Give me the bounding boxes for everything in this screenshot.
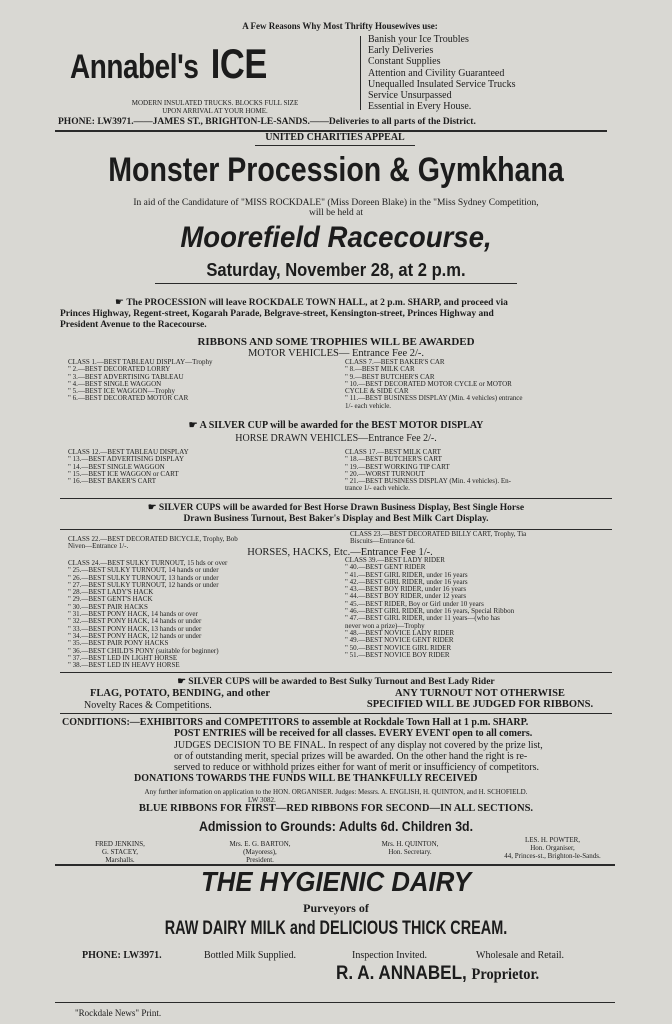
class-entry: " 5.—BEST ICE WAGGON—Trophy bbox=[68, 387, 175, 396]
horse-drawn-heading: HORSE DRAWN VEHICLES—Entrance Fee 2/-. bbox=[235, 433, 437, 444]
class-entry: CLASS 23.—BEST DECORATED BILLY CART, Trophy, Tia bbox=[350, 530, 527, 538]
motor-vehicles-heading: MOTOR VEHICLES— Entrance Fee 2/-. bbox=[247, 348, 425, 359]
printer-credit: "Rockdale News" Print. bbox=[75, 1008, 162, 1018]
class-entry: " 3.—BEST ADVERTISING TABLEAU bbox=[68, 372, 184, 381]
pointing-hand-icon: ☛ bbox=[177, 677, 186, 687]
ice-reason: Service Unsurpassed bbox=[368, 90, 452, 102]
class-entry: " 27.—BEST SULKY TURNOUT, 12 hands or under bbox=[68, 580, 219, 589]
conditions-line: CONDITIONS:—EXHIBITORS and COMPETITORS to assemble at Rockdale Town Hall at 1 p.m. SHARP. bbox=[62, 717, 529, 728]
class-entry: CLASS 22.—BEST DECORATED BICYCLE, Trophy, Bob bbox=[68, 535, 238, 543]
ice-trucks-line-2: UPON ARRIVAL AT YOUR HOME. bbox=[162, 107, 268, 115]
specified: SPECIFIED WILL BE JUDGED FOR RIBBONS. bbox=[366, 699, 594, 710]
class-entry: Biscuits—Entrance 6d. bbox=[350, 537, 415, 546]
bottom-rule bbox=[55, 1002, 615, 1003]
ice-brand bbox=[70, 40, 267, 88]
class-entry: " 50.—BEST NOVICE GIRL RIDER bbox=[345, 643, 452, 652]
billy-cart-class bbox=[350, 531, 630, 546]
blue-ribbons: BLUE RIBBONS FOR FIRST—RED RIBBONS FOR SECOND—IN ALL SECTIONS. bbox=[138, 803, 534, 814]
class-entry: " 13.—BEST ADVERTISING DISPLAY bbox=[68, 455, 185, 464]
appeal-underline bbox=[255, 145, 415, 146]
official-line: Mrs. E. G. BARTON, bbox=[229, 840, 291, 848]
official-line: 44, Princes-st., Brighton-le-Sands. bbox=[504, 852, 601, 860]
class-entry: Niven—Entrance 1/-. bbox=[68, 542, 129, 551]
pointing-hand-icon: ☛ bbox=[115, 297, 124, 308]
official-line: Hon. Organiser, bbox=[530, 844, 575, 852]
date-underline bbox=[155, 283, 517, 284]
official-president bbox=[210, 840, 310, 864]
class-entry: " 20.—WORST TURNOUT bbox=[345, 469, 425, 478]
procession-line: President Avenue to the Racecourse. bbox=[60, 320, 207, 330]
hacks-classes-left bbox=[68, 560, 340, 669]
motor-classes-right bbox=[345, 359, 635, 410]
class-entry: trance 1/- each vehicle. bbox=[345, 484, 410, 493]
section-rule bbox=[60, 672, 612, 673]
proprietor-title: Proprietor. bbox=[471, 966, 540, 983]
class-entry: " 37.—BEST LED IN LIGHT HORSE bbox=[68, 653, 178, 662]
held-at: will be held at bbox=[308, 208, 364, 218]
official-secretary bbox=[360, 840, 460, 856]
venue: Moorefield Racecourse, bbox=[180, 221, 492, 254]
dairy-proprietor bbox=[336, 963, 539, 985]
aid-line: In aid of the Candidature of "MISS ROCKDALE" (Miss Doreen Blake) in the "Miss Sydney Competition, bbox=[133, 198, 539, 208]
ice-reason: Constant Supplies bbox=[368, 56, 441, 68]
class-entry: CLASS 17.—BEST MILK CART bbox=[345, 448, 441, 456]
class-entry: " 2.—BEST DECORATED LORRY bbox=[68, 365, 171, 374]
class-entry: " 42.—BEST GIRL RIDER, under 16 years bbox=[345, 577, 468, 586]
admission: Admission to Grounds: Adults 6d. Children 3d. bbox=[198, 818, 474, 834]
ice-reason: Attention and Civility Guaranteed bbox=[368, 67, 505, 79]
ice-product-name: ICE bbox=[210, 40, 267, 87]
class-entry: " 41.—BEST GIRL RIDER, under 16 years bbox=[345, 570, 468, 579]
class-entry: " 15.—BEST ICE WAGGON or CART bbox=[68, 469, 179, 478]
silver-cup-text: A SILVER CUP will be awarded for the BEST MOTOR DISPLAY bbox=[199, 420, 484, 431]
official-line: Hon. Secretary. bbox=[388, 848, 432, 856]
class-entry: " 38.—BEST LED IN HEAVY HORSE bbox=[68, 661, 180, 670]
silver-cup-motor bbox=[60, 420, 612, 431]
pointing-hand-icon: ☛ bbox=[188, 420, 198, 431]
class-entry: " 46.—BEST GIRL RIDER, under 16 years, Special Ribbon bbox=[345, 607, 515, 616]
class-entry: never won a prize)—Trophy bbox=[345, 621, 425, 630]
class-entry: " 45.—BEST RIDER, Boy or Girl under 10 years bbox=[345, 599, 484, 608]
conditions-line: DONATIONS TOWARDS THE FUNDS WILL BE THANKFULLY RECEIVED bbox=[134, 773, 478, 785]
ice-reasons-list bbox=[368, 34, 515, 112]
dairy-purveyors: Purveyors of bbox=[303, 901, 369, 915]
class-entry: " 36.—BEST CHILD'S PONY (suitable for beginner) bbox=[68, 646, 219, 655]
official-marshalls bbox=[80, 840, 160, 864]
section-rule bbox=[60, 529, 612, 530]
dairy-inspection: Inspection Invited. bbox=[352, 950, 427, 961]
class-entry: " 16.—BEST BAKER'S CART bbox=[68, 477, 156, 486]
hacks-classes-right bbox=[345, 557, 635, 659]
dairy-bottled: Bottled Milk Supplied. bbox=[204, 950, 296, 961]
class-entry: " 44.—BEST BOY RIDER, under 12 years bbox=[345, 592, 467, 601]
class-entry: " 35.—BEST PAIR PONY HACKS bbox=[68, 639, 169, 648]
official-line: FRED JENKINS, bbox=[95, 840, 145, 848]
conditions-line: or of outstanding merit, special prizes will be awarded. On the other hand the right is re- bbox=[174, 750, 528, 762]
procession-block bbox=[60, 297, 620, 331]
class-entry: " 11.—BEST BUSINESS DISPLAY (Min. 4 vehicles) entrance bbox=[345, 394, 523, 403]
ice-phone-line: PHONE: LW3971.——JAMES ST., BRIGHTON-LE-SANDS.——Deliveries to all parts of the District. bbox=[58, 117, 476, 127]
horses-hacks-heading: HORSES, HACKS, Etc.—Entrance Fee 1/-. bbox=[247, 547, 433, 558]
class-entry: CLASS 1.—BEST TABLEAU DISPLAY—Trophy bbox=[68, 358, 213, 366]
conditions-line: POST ENTRIES will be received for all classes. EVERY EVENT open to all comers. bbox=[174, 728, 533, 740]
class-entry: " 9.—BEST BUTCHER'S CAR bbox=[345, 372, 435, 381]
silver-cups-text: SILVER CUPS will be awarded for Best Horse Drawn Business Display, Best Single Horse bbox=[158, 503, 525, 513]
dairy-phone: PHONE: LW3971. bbox=[82, 950, 162, 961]
motor-classes-left bbox=[68, 359, 338, 403]
class-entry: " 14.—BEST SINGLE WAGGON bbox=[68, 462, 165, 471]
official-line: LES. H. POWTER, bbox=[524, 836, 581, 844]
dairy-name: THE HYGIENIC DAIRY bbox=[200, 866, 472, 897]
any-turnout: ANY TURNOUT NOT OTHERWISE bbox=[395, 688, 565, 699]
charities-appeal: UNITED CHARITIES APPEAL bbox=[265, 132, 405, 143]
class-entry: " 32.—BEST PONY HACK, 14 hands or under bbox=[68, 617, 202, 626]
further-info: Any further information on application to the HON. ORGANISER. Judges: Messrs. A. ENGLISH, H. QUINTON, and H. SCHOFIELD. bbox=[144, 788, 528, 796]
official-line: Mrs. H. QUINTON, bbox=[381, 840, 439, 848]
dairy-wholesale: Wholesale and Retail. bbox=[476, 950, 565, 961]
lw-number: LW 3082. bbox=[248, 796, 276, 804]
class-entry: " 30.—BEST PAIR HACKS bbox=[68, 602, 148, 611]
conditions-line: served to reduce or withhold prizes either for want of merit or insufficiency of competitors. bbox=[174, 762, 539, 774]
dairy-products: RAW DAIRY MILK and DELICIOUS THICK CREAM. bbox=[164, 918, 508, 939]
ice-ad-intro: A Few Reasons Why Most Thrifty Housewives use: bbox=[242, 21, 438, 31]
ice-reason: Early Deliveries bbox=[368, 45, 434, 57]
procession-line: The PROCESSION will leave ROCKDALE TOWN HALL, at 2 p.m. SHARP, and proceed via bbox=[126, 298, 508, 308]
official-line: Marshalls. bbox=[105, 856, 135, 864]
section-rule bbox=[60, 713, 612, 714]
official-organiser bbox=[470, 836, 635, 860]
ice-divider-vertical bbox=[360, 36, 361, 110]
event-date: Saturday, November 28, at 2 p.m. bbox=[206, 260, 466, 280]
official-line: G. STACEY, bbox=[101, 848, 139, 856]
class-entry: " 18.—BEST BUTCHER'S CART bbox=[345, 455, 442, 464]
class-entry: CLASS 12.—BEST TABLEAU DISPLAY bbox=[68, 448, 189, 456]
official-line: President. bbox=[246, 856, 274, 864]
headline: Monster Procession & Gymkhana bbox=[108, 151, 564, 189]
ice-reason: Unequalled Insulated Service Trucks bbox=[368, 78, 516, 90]
class-entry: " 48.—BEST NOVICE LADY RIDER bbox=[345, 628, 455, 637]
conditions-block bbox=[62, 717, 614, 785]
flag-line: FLAG, POTATO, BENDING, and other bbox=[90, 688, 270, 699]
class-entry: " 6.—BEST DECORATED MOTOR CAR bbox=[68, 394, 189, 403]
class-entry: " 28.—BEST LADY'S HACK bbox=[68, 588, 154, 597]
class-entry: " 49.—BEST NOVICE GENT RIDER bbox=[345, 636, 454, 645]
proprietor-name: R. A. ANNABEL, bbox=[336, 963, 467, 984]
class-entry: CYCLE & SIDE CAR bbox=[345, 387, 409, 396]
silver-cups-sulky bbox=[60, 676, 612, 687]
silver-cups-sulky-text: SILVER CUPS will be awarded to Best Sulky Turnout and Best Lady Rider bbox=[188, 677, 495, 687]
ice-reason: Banish your Ice Troubles bbox=[368, 34, 469, 45]
ice-trucks-line-1: MODERN INSULATED TRUCKS. BLOCKS FULL SIZE bbox=[131, 99, 299, 107]
ice-brand-name: Annabel's bbox=[70, 48, 199, 86]
section-rule bbox=[60, 498, 612, 499]
class-entry: " 43.—BEST BOY RIDER, under 16 years bbox=[345, 585, 467, 594]
class-entry: " 4.—BEST SINGLE WAGGON bbox=[68, 379, 162, 388]
class-entry: " 21.—BEST BUSINESS DISPLAY (Min. 4 vehicles). En- bbox=[345, 477, 511, 486]
conditions-line: JUDGES DECISION TO BE FINAL. In respect of any display not covered by the prize list, bbox=[174, 739, 543, 751]
official-line: (Mayoress), bbox=[243, 848, 277, 856]
procession-line: Princes Highway, Regent-street, Kogarah Parade, Belgrave-street, Kensington-street, Princes Highway and bbox=[60, 309, 494, 319]
class-entry: " 51.—BEST NOVICE BOY RIDER bbox=[345, 650, 450, 659]
class-entry: " 40.—BEST GENT RIDER bbox=[345, 563, 426, 572]
class-entry: " 33.—BEST PONY HACK, 13 hands or under bbox=[68, 624, 202, 633]
class-entry: " 19.—BEST WORKING TIP CART bbox=[345, 462, 450, 471]
class-entry: " 26.—BEST SULKY TURNOUT, 13 hands or under bbox=[68, 573, 219, 582]
horse-classes-right bbox=[345, 449, 635, 493]
class-entry: " 31.—BEST PONY HACK, 14 hands or over bbox=[68, 610, 198, 619]
class-entry: " 34.—BEST PONY HACK, 12 hands or under bbox=[68, 631, 202, 640]
silver-cups-horse-1 bbox=[60, 502, 612, 513]
class-entry: " 10.—BEST DECORATED MOTOR CYCLE or MOTOR bbox=[345, 379, 512, 388]
ribbons-heading: RIBBONS AND SOME TROPHIES WILL BE AWARDED bbox=[197, 336, 475, 348]
horse-classes-left bbox=[68, 449, 338, 485]
class-entry: CLASS 24.—BEST SULKY TURNOUT, 15 hds or over bbox=[68, 559, 228, 567]
class-entry: CLASS 39.—BEST LADY RIDER bbox=[345, 556, 445, 564]
class-entry: " 8.—BEST MILK CAR bbox=[345, 365, 415, 374]
pointing-hand-icon: ☛ bbox=[147, 503, 157, 513]
ice-reason: Essential in Every House. bbox=[368, 101, 472, 113]
silver-cups-horse-2: Drawn Business Turnout, Best Baker's Display and Best Milk Cart Display. bbox=[183, 514, 489, 524]
novelty-line: Novelty Races & Competitions. bbox=[84, 700, 212, 711]
class-entry: " 47.—BEST GIRL RIDER, under 11 years—(who has bbox=[345, 614, 500, 623]
class-entry: CLASS 7.—BEST BAKER'S CAR bbox=[345, 358, 445, 366]
class-entry: 1/- each vehicle. bbox=[345, 401, 392, 410]
class-entry: " 25.—BEST SULKY TURNOUT, 14 hands or under bbox=[68, 566, 219, 575]
class-entry: " 29.—BEST GENT'S HACK bbox=[68, 595, 153, 604]
